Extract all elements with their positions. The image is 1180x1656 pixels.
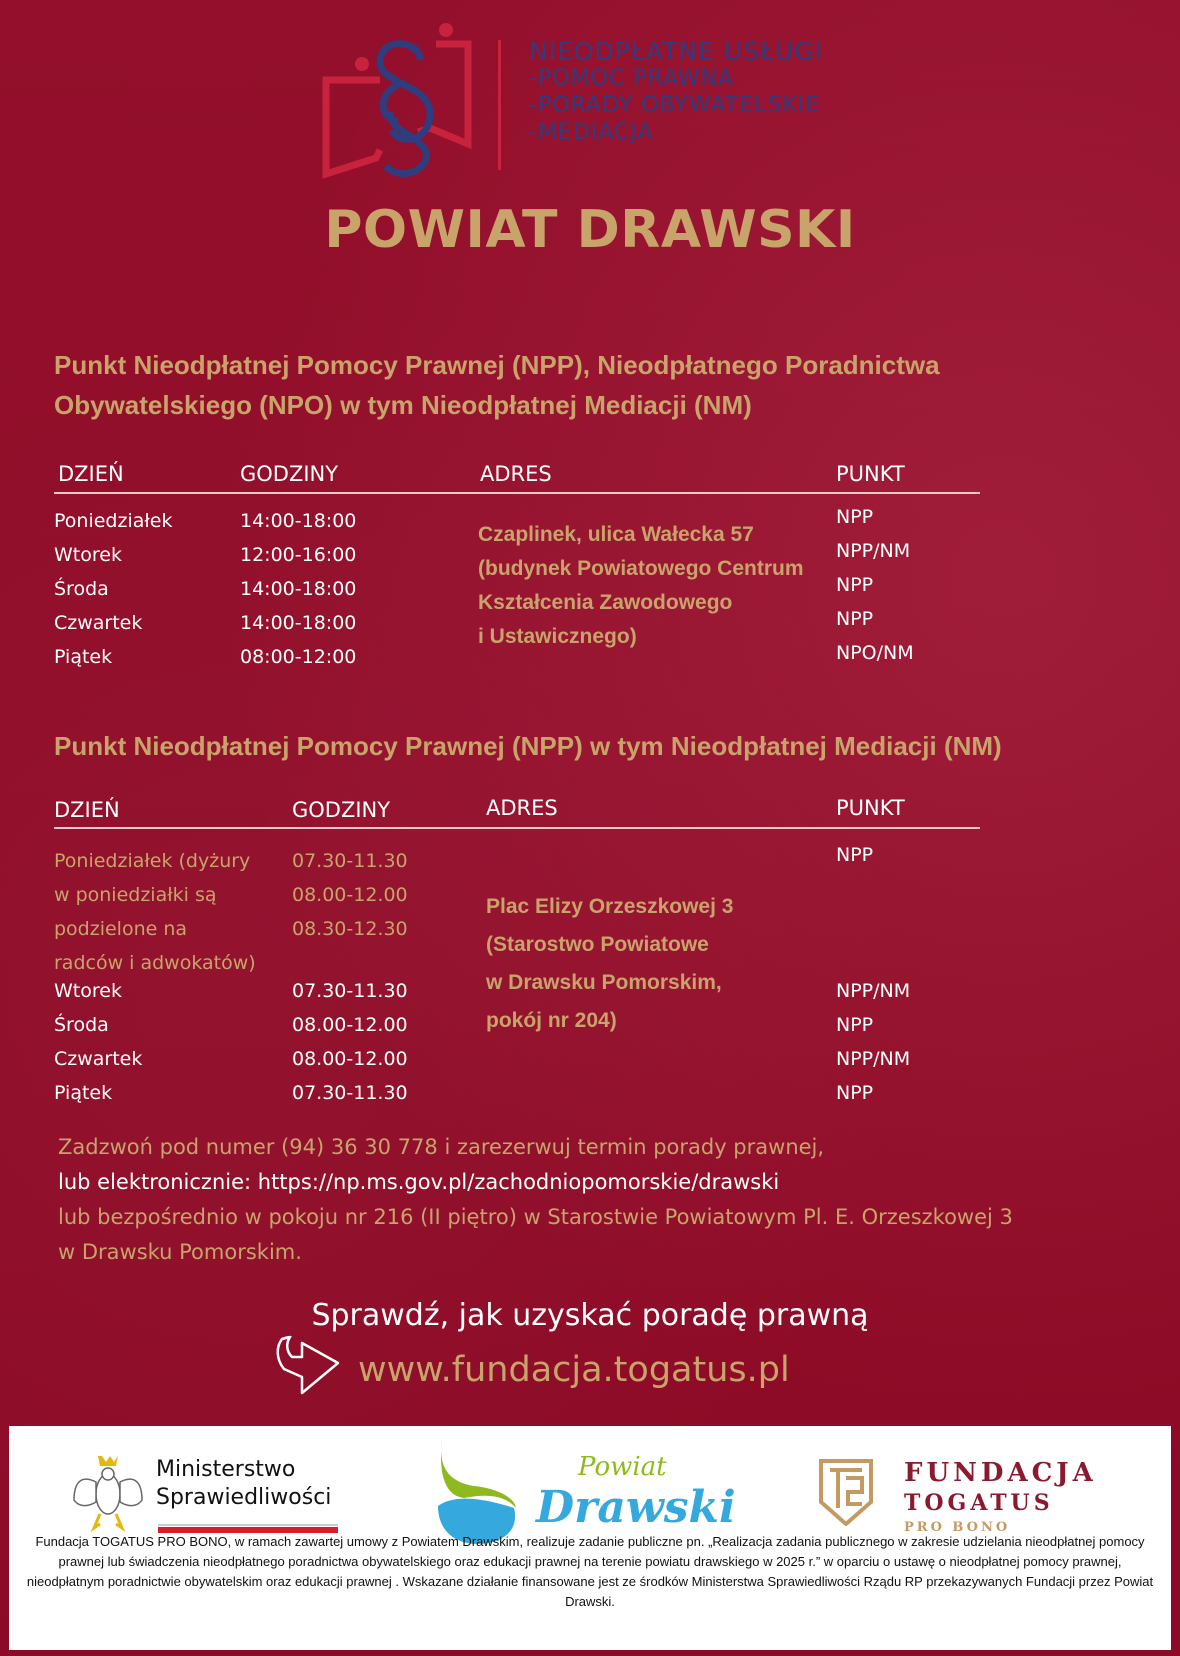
col-header-address: ADRES xyxy=(480,462,552,486)
ministry-name xyxy=(156,1456,331,1512)
ministry-line-2: Sprawiedliwości xyxy=(156,1485,332,1510)
section1-heading xyxy=(54,345,940,425)
logo-line-2: -POMOC PRAWNA xyxy=(529,66,734,91)
point: NPP/NM xyxy=(836,1048,911,1070)
monday-note-line: radców i adwokatów) xyxy=(54,952,256,974)
address-line: i Ustawicznego) xyxy=(478,625,637,648)
powiat-logo-word: Powiat xyxy=(578,1452,667,1482)
monday-note-line: podzielone na xyxy=(54,918,188,940)
polish-eagle-icon xyxy=(70,1454,146,1534)
hours: 08.00-12.00 xyxy=(292,1048,408,1070)
point: NPP xyxy=(836,574,874,596)
funding-disclaimer: Fundacja TOGATUS PRO BONO, w ramach zawartej umowy z Powiatem Drawskim, realizuje zadanie publiczne pn. „Realizacja zadania publicznego w zakresie udzielania nieodpłatnej pomocy prawnej lub świadczenia nieodpłatnego poradnictwa obywatelskiego oraz edukacji prawnej na terenie powiatu drawskiego w 2025 r.” w oparciu o ustawę o nieodpłatnej pomocy prawnej, nieodpłatnym poradnictwie obywatelskim oraz edukacji prawnej . Wskazane działanie finansowane jest ze środków Ministerstwa Sprawiedliwości Rządu RP przekazywanych Fundacji przez Powiat Drawski. xyxy=(26,1534,1154,1609)
point: NPP xyxy=(836,608,874,630)
col-header-day: DZIEŃ xyxy=(58,462,124,486)
address-line: Kształcenia Zawodowego xyxy=(478,591,733,614)
col-header-point: PUNKT xyxy=(836,462,905,486)
monday-hours xyxy=(292,844,408,946)
hours: 14:00-18:00 xyxy=(240,612,357,634)
drawski-logo-word: Drawski xyxy=(536,1482,736,1533)
ministry-line-1: Ministerstwo xyxy=(156,1457,296,1482)
powiat-drawski-logo-icon xyxy=(434,1436,524,1546)
point: NPP xyxy=(836,1082,874,1104)
togatus-shield-icon xyxy=(818,1458,874,1526)
point: NPP xyxy=(836,1014,874,1036)
hours: 14:00-18:00 xyxy=(240,510,357,532)
hours: 08.00-12.00 xyxy=(292,1014,408,1036)
paragraph-book-icon xyxy=(318,22,488,182)
col-header-hours: GODZINY xyxy=(240,462,339,486)
logo-divider xyxy=(498,40,501,170)
day: Czwartek xyxy=(54,612,143,634)
arrow-right-icon xyxy=(272,1333,344,1399)
col-header-point: PUNKT xyxy=(836,796,905,820)
point: NPP/NM xyxy=(836,980,911,1002)
table2-divider xyxy=(54,827,980,829)
hours: 08.30-12.30 xyxy=(292,918,408,940)
day: Piątek xyxy=(54,646,113,668)
col-header-day: DZIEŃ xyxy=(54,798,120,822)
contact-in-person: lub bezpośrednio w pokoju nr 216 (II piętro) w Starostwie Powiatowym Pl. E. Orzeszkowej 3 xyxy=(58,1205,1013,1229)
logo-line-4: -MEDIACJA xyxy=(529,120,654,145)
day: Poniedziałek xyxy=(54,510,173,532)
point: NPP/NM xyxy=(836,540,911,562)
section2-heading: Punkt Nieodpłatnej Pomocy Prawnej (NPP) w tym Nieodpłatnej Mediacji (NM) xyxy=(54,731,1002,761)
point: NPP xyxy=(836,506,874,528)
monday-note-line: w poniedziałki są xyxy=(54,884,217,906)
monday-note xyxy=(54,844,256,980)
cta-text: Sprawdź, jak uzyskać poradę prawną xyxy=(311,1298,869,1333)
col-header-address: ADRES xyxy=(486,796,558,820)
logo-text xyxy=(529,38,823,146)
fundacja-line-2: TOGATUS xyxy=(904,1490,1054,1516)
hours: 12:00-16:00 xyxy=(240,544,357,566)
section1-address xyxy=(478,518,804,654)
fundacja-line-3: PRO BONO xyxy=(904,1520,1011,1535)
hours: 08.00-12.00 xyxy=(292,884,408,906)
address-line: (budynek Powiatowego Centrum xyxy=(478,557,804,580)
address-line: Plac Elizy Orzeszkowej 3 xyxy=(486,895,734,918)
contact-online-link[interactable]: lub elektronicznie: https://np.ms.gov.pl/zachodniopomorskie/drawski xyxy=(58,1170,780,1194)
fundacja-line-1: FUNDACJA xyxy=(904,1458,1097,1488)
monday-note-line: Poniedziałek (dyżury xyxy=(54,850,251,872)
point: NPP xyxy=(836,844,874,866)
contact-phone: Zadzwoń pod numer (94) 36 30 778 i zarezerwuj termin porady prawnej, xyxy=(58,1135,825,1159)
day: Środa xyxy=(54,578,109,600)
section1-heading-line-1: Punkt Nieodpłatnej Pomocy Prawnej (NPP), Nieodpłatnego Poradnictwa xyxy=(54,350,940,380)
day: Wtorek xyxy=(54,544,122,566)
contact-in-person-city: w Drawsku Pomorskim. xyxy=(58,1240,302,1264)
contact-info xyxy=(58,1130,1013,1270)
hours: 08:00-12:00 xyxy=(240,646,357,668)
point: NPO/NM xyxy=(836,642,914,664)
fundacja-url-link[interactable]: www.fundacja.togatus.pl xyxy=(358,1350,790,1390)
day: Wtorek xyxy=(54,980,122,1002)
section2-address xyxy=(486,888,733,1040)
table1-divider xyxy=(54,492,980,494)
hours: 07.30-11.30 xyxy=(292,850,408,872)
address-line: (Starostwo Powiatowe xyxy=(486,933,709,956)
day: Czwartek xyxy=(54,1048,143,1070)
address-line: Czaplinek, ulica Wałecka 57 xyxy=(478,523,754,546)
section1-heading-line-2: Obywatelskiego (NPO) w tym Nieodpłatnej Mediacji (NM) xyxy=(54,390,752,420)
flag-white-stripe xyxy=(158,1524,338,1526)
col-header-hours: GODZINY xyxy=(292,798,391,822)
logo-line-3: -PORADY OBYWATELSKIE xyxy=(529,93,821,118)
logo-line-1: NIEODPŁATNE USŁUGI xyxy=(529,37,824,66)
hours: 14:00-18:00 xyxy=(240,578,357,600)
address-line: pokój nr 204) xyxy=(486,1009,617,1032)
page-title: POWIAT DRAWSKI xyxy=(324,200,856,260)
address-line: w Drawsku Pomorskim, xyxy=(486,971,722,994)
hours: 07.30-11.30 xyxy=(292,1082,408,1104)
fundacja-name xyxy=(904,1458,1097,1538)
day: Piątek xyxy=(54,1082,113,1104)
day: Środa xyxy=(54,1014,109,1036)
hours: 07.30-11.30 xyxy=(292,980,408,1002)
